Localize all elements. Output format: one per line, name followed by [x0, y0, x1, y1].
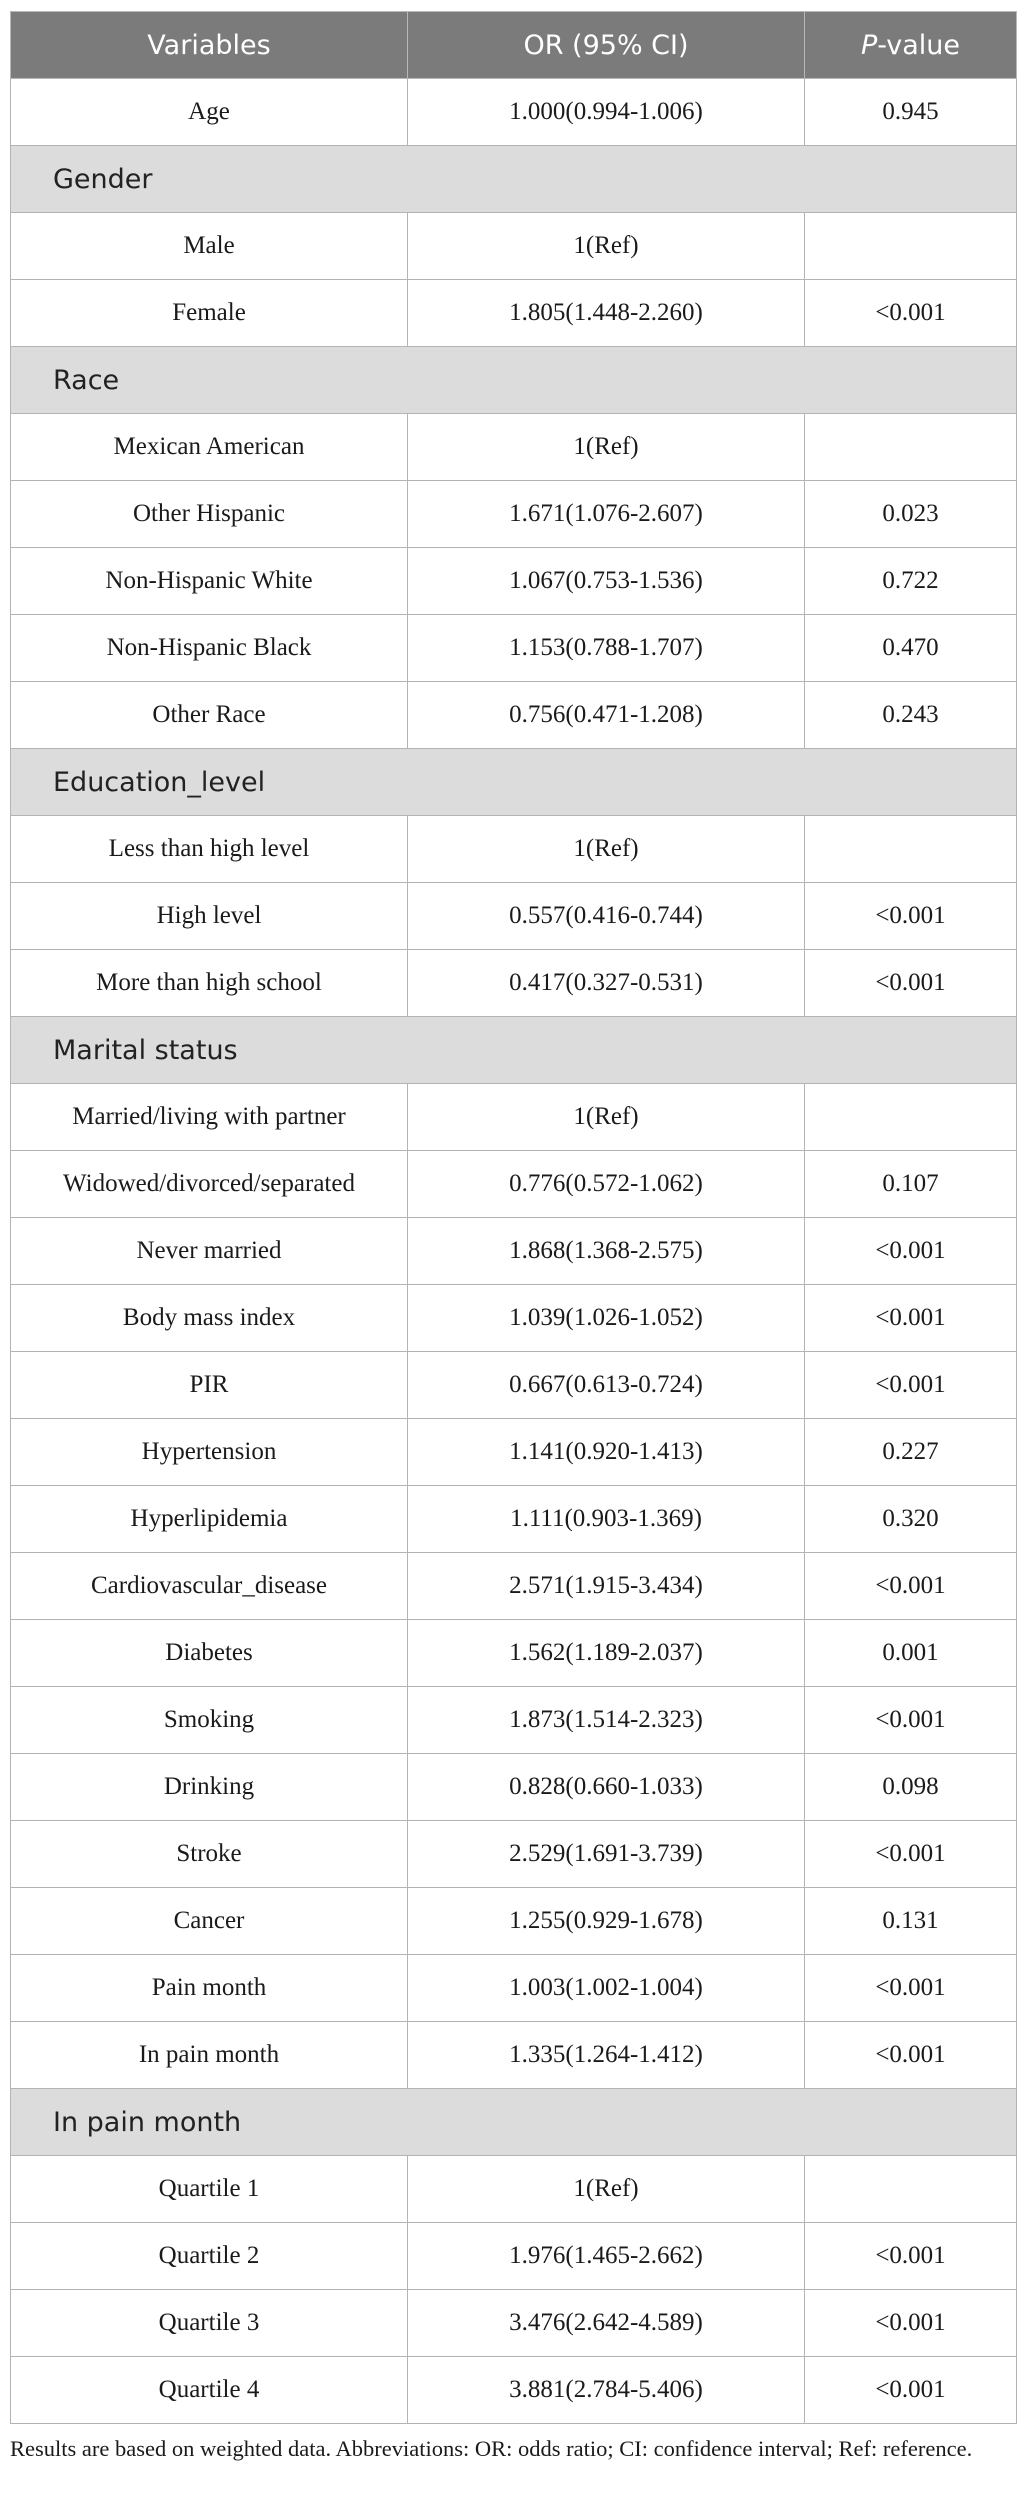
variable-cell: Hypertension: [11, 1419, 408, 1486]
or-cell: 1.562(1.189-2.037): [408, 1620, 805, 1687]
table-row: [11, 2022, 1017, 2089]
p-value-cell: [805, 414, 1017, 481]
variable-cell: Widowed/divorced/separated: [11, 1151, 408, 1218]
header-variables: Variables: [11, 12, 408, 79]
p-value-cell: [805, 816, 1017, 883]
table-row: [11, 1888, 1017, 1955]
table-row: [11, 481, 1017, 548]
table-row: [11, 1419, 1017, 1486]
header-or: OR (95% CI): [408, 12, 805, 79]
variable-cell: Diabetes: [11, 1620, 408, 1687]
or-cell: 0.756(0.471-1.208): [408, 682, 805, 749]
table-row: [11, 883, 1017, 950]
variable-cell: Quartile 3: [11, 2290, 408, 2357]
header-p-italic: P: [860, 29, 878, 61]
table-row: [11, 816, 1017, 883]
variable-cell: Drinking: [11, 1754, 408, 1821]
p-value-cell: [805, 213, 1017, 280]
variable-cell: Married/living with partner: [11, 1084, 408, 1151]
variable-cell: Quartile 2: [11, 2223, 408, 2290]
or-cell: 1.873(1.514-2.323): [408, 1687, 805, 1754]
table-row: [11, 79, 1017, 146]
group-header-row: [11, 749, 1017, 816]
group-label: Marital status: [11, 1017, 1017, 1084]
p-value-cell: <0.001: [805, 2357, 1017, 2424]
p-value-cell: <0.001: [805, 280, 1017, 347]
table-row: [11, 213, 1017, 280]
p-value-cell: 0.107: [805, 1151, 1017, 1218]
variable-cell: Mexican American: [11, 414, 408, 481]
or-cell: 1.000(0.994-1.006): [408, 79, 805, 146]
table-footnote: Results are based on weighted data. Abbreviations: OR: odds ratio; CI: confidence interval; Ref: reference.: [10, 2436, 973, 2461]
variable-cell: Stroke: [11, 1821, 408, 1888]
table-row: [11, 1687, 1017, 1754]
or-cell: 1.335(1.264-1.412): [408, 2022, 805, 2089]
variable-cell: Cardiovascular_disease: [11, 1553, 408, 1620]
p-value-cell: <0.001: [805, 883, 1017, 950]
variable-cell: Non-Hispanic White: [11, 548, 408, 615]
group-label: Education_level: [11, 749, 1017, 816]
or-cell: 3.881(2.784-5.406): [408, 2357, 805, 2424]
variable-cell: Other Hispanic: [11, 481, 408, 548]
p-value-cell: [805, 1084, 1017, 1151]
p-value-cell: <0.001: [805, 2223, 1017, 2290]
results-table-container: [10, 11, 1016, 2424]
p-value-cell: 0.243: [805, 682, 1017, 749]
variable-cell: Pain month: [11, 1955, 408, 2022]
group-header-row: [11, 1017, 1017, 1084]
p-value-cell: <0.001: [805, 1285, 1017, 1352]
table-row: [11, 1218, 1017, 1285]
p-value-cell: 0.470: [805, 615, 1017, 682]
p-value-cell: <0.001: [805, 1218, 1017, 1285]
table-row: [11, 2290, 1017, 2357]
table-row: [11, 2357, 1017, 2424]
table-row: [11, 1486, 1017, 1553]
variable-cell: Quartile 1: [11, 2156, 408, 2223]
variable-cell: More than high school: [11, 950, 408, 1017]
or-cell: 1.039(1.026-1.052): [408, 1285, 805, 1352]
table-body: [11, 79, 1017, 2424]
group-label: In pain month: [11, 2089, 1017, 2156]
p-value-cell: <0.001: [805, 1955, 1017, 2022]
variable-cell: High level: [11, 883, 408, 950]
header-p-rest: -value: [877, 29, 961, 61]
table-row: [11, 1821, 1017, 1888]
table-header-row: [11, 12, 1017, 79]
table-row: [11, 2223, 1017, 2290]
p-value-cell: <0.001: [805, 1687, 1017, 1754]
group-header-row: [11, 146, 1017, 213]
variable-cell: Female: [11, 280, 408, 347]
group-label: Gender: [11, 146, 1017, 213]
variable-cell: Cancer: [11, 1888, 408, 1955]
p-value-cell: <0.001: [805, 950, 1017, 1017]
variable-cell: Less than high level: [11, 816, 408, 883]
table-row: [11, 1955, 1017, 2022]
or-cell: 1.141(0.920-1.413): [408, 1419, 805, 1486]
variable-cell: Non-Hispanic Black: [11, 615, 408, 682]
table-row: [11, 414, 1017, 481]
or-cell: 1.003(1.002-1.004): [408, 1955, 805, 2022]
p-value-cell: <0.001: [805, 2022, 1017, 2089]
p-value-cell: 0.945: [805, 79, 1017, 146]
or-cell: 1.111(0.903-1.369): [408, 1486, 805, 1553]
variable-cell: Body mass index: [11, 1285, 408, 1352]
table-row: [11, 1151, 1017, 1218]
or-cell: 1.868(1.368-2.575): [408, 1218, 805, 1285]
p-value-cell: 0.001: [805, 1620, 1017, 1687]
group-header-row: [11, 347, 1017, 414]
table-row: [11, 1084, 1017, 1151]
variable-cell: Smoking: [11, 1687, 408, 1754]
p-value-cell: <0.001: [805, 1821, 1017, 1888]
variable-cell: Other Race: [11, 682, 408, 749]
or-cell: 1.805(1.448-2.260): [408, 280, 805, 347]
or-cell: 0.557(0.416-0.744): [408, 883, 805, 950]
variable-cell: In pain month: [11, 2022, 408, 2089]
table-row: [11, 682, 1017, 749]
or-cell: 1.255(0.929-1.678): [408, 1888, 805, 1955]
or-cell: 1.067(0.753-1.536): [408, 548, 805, 615]
p-value-cell: <0.001: [805, 1553, 1017, 1620]
p-value-cell: 0.722: [805, 548, 1017, 615]
or-cell: 1(Ref): [408, 2156, 805, 2223]
p-value-cell: <0.001: [805, 1352, 1017, 1419]
variable-cell: PIR: [11, 1352, 408, 1419]
table-row: [11, 1754, 1017, 1821]
table-row: [11, 1352, 1017, 1419]
p-value-cell: 0.227: [805, 1419, 1017, 1486]
or-cell: 1(Ref): [408, 1084, 805, 1151]
variable-cell: Never married: [11, 1218, 408, 1285]
variable-cell: Male: [11, 213, 408, 280]
variable-cell: Quartile 4: [11, 2357, 408, 2424]
table-row: [11, 1553, 1017, 1620]
odds-ratio-table: [10, 11, 1017, 2424]
table-row: [11, 548, 1017, 615]
or-cell: 2.571(1.915-3.434): [408, 1553, 805, 1620]
header-p-value: [805, 12, 1017, 79]
group-label: Race: [11, 347, 1017, 414]
variable-cell: Hyperlipidemia: [11, 1486, 408, 1553]
or-cell: 0.828(0.660-1.033): [408, 1754, 805, 1821]
or-cell: 1.671(1.076-2.607): [408, 481, 805, 548]
or-cell: 2.529(1.691-3.739): [408, 1821, 805, 1888]
variable-cell: Age: [11, 79, 408, 146]
or-cell: 1(Ref): [408, 213, 805, 280]
table-row: [11, 1620, 1017, 1687]
or-cell: 1.153(0.788-1.707): [408, 615, 805, 682]
p-value-cell: 0.131: [805, 1888, 1017, 1955]
table-row: [11, 2156, 1017, 2223]
or-cell: 1(Ref): [408, 414, 805, 481]
p-value-cell: 0.320: [805, 1486, 1017, 1553]
table-row: [11, 280, 1017, 347]
p-value-cell: 0.098: [805, 1754, 1017, 1821]
or-cell: 0.417(0.327-0.531): [408, 950, 805, 1017]
p-value-cell: 0.023: [805, 481, 1017, 548]
table-row: [11, 950, 1017, 1017]
or-cell: 1(Ref): [408, 816, 805, 883]
p-value-cell: <0.001: [805, 2290, 1017, 2357]
table-row: [11, 615, 1017, 682]
or-cell: 3.476(2.642-4.589): [408, 2290, 805, 2357]
p-value-cell: [805, 2156, 1017, 2223]
group-header-row: [11, 2089, 1017, 2156]
or-cell: 1.976(1.465-2.662): [408, 2223, 805, 2290]
or-cell: 0.776(0.572-1.062): [408, 1151, 805, 1218]
or-cell: 0.667(0.613-0.724): [408, 1352, 805, 1419]
table-row: [11, 1285, 1017, 1352]
